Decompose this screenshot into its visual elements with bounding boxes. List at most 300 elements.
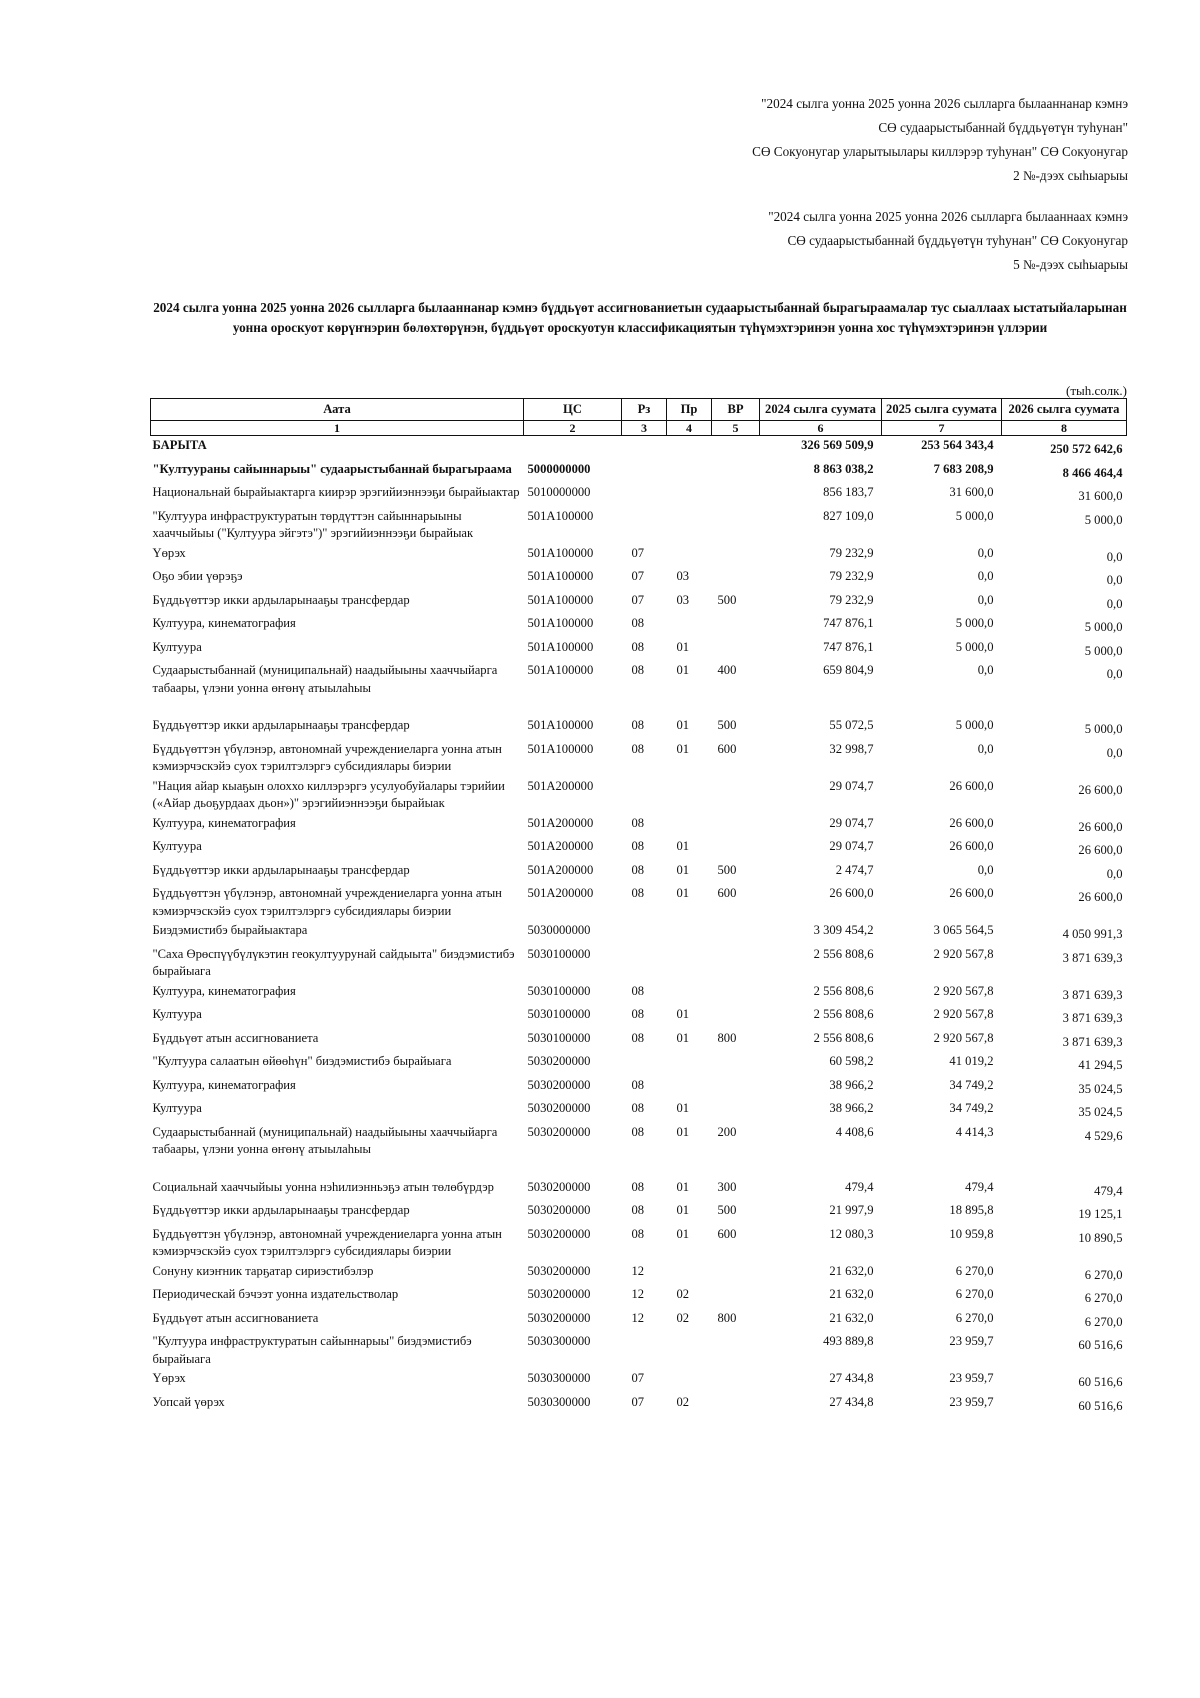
row-amount-2024: 29 074,7 [829,815,874,830]
row-vr-code [712,1332,760,1369]
row-amount-2025: 0,0 [977,741,994,756]
row-amount-2025: 6 270,0 [955,1263,994,1278]
column-number: 6 [760,421,882,436]
row-cs-code: 501A100000 [527,663,594,677]
row-name: Судаарыстыбаннай (муниципальнай) наадыйыыны хааччыйарга табаары, үлэни уонна өҥөнү атыылаһыы [152,663,498,695]
row-amount-2026: 0,0 [1106,667,1123,681]
column-number: 1 [151,421,524,436]
row-pr-code: 01 [676,1030,690,1045]
row-amount-2026: 10 890,5 [1078,1230,1123,1245]
table-row [151,1369,1127,1393]
row-amount-2024: 29 074,7 [829,778,874,793]
row-pr-code [667,614,712,638]
row-amount-2025: 41 019,2 [949,1054,994,1068]
row-name: Бүддьүөттэр икки ардыларынааҕы трансфердар [152,592,410,607]
row-amount-2026: 5 000,0 [1084,620,1123,634]
column-number: 4 [667,421,712,436]
row-vr-code [712,982,760,1006]
table-row [151,740,1127,777]
row-amount-2025: 4 414,3 [955,1124,994,1139]
row-name: Уопсай үөрэх [152,1394,225,1409]
row-name: Бүддьүөттэр икки ардыларынааҕы трансфердар [152,862,410,877]
row-amount-2026: 0,0 [1106,549,1123,564]
column-header-2025: 2025 сылга суумата [882,399,1002,421]
row-pr-code: 03 [676,592,690,607]
row-pr-code [667,921,712,945]
row-amount-2024: 2 556 808,6 [813,1007,874,1021]
row-amount-2024: 21 997,9 [829,1203,874,1217]
row-name: Үөрэх [152,545,186,560]
row-rz-code: 08 [631,1030,645,1045]
column-header-2024: 2024 сылга суумата [760,399,882,421]
row-amount-2024: 2 556 808,6 [813,983,874,998]
row-amount-2024: 32 998,7 [829,741,874,756]
row-pr-code: 01 [676,1124,690,1139]
header-line: "2024 сылга уонна 2025 уонна 2026 сылларга былааннанар кэмнэ [761,96,1128,111]
row-amount-2025: 23 959,7 [949,1394,994,1409]
row-pr-code [667,1076,712,1100]
row-pr-code: 03 [676,569,690,583]
row-vr-code [712,1076,760,1100]
row-amount-2024: 4 408,6 [835,1124,874,1139]
row-amount-2026: 0,0 [1106,573,1123,587]
row-amount-2024: 21 632,0 [829,1287,874,1301]
row-amount-2024: 79 232,9 [829,545,874,560]
row-amount-2025: 6 270,0 [955,1287,994,1301]
row-amount-2024: 79 232,9 [829,569,874,583]
row-cs-code: 501A200000 [527,778,594,793]
row-pr-code [667,436,712,460]
row-pr-code [667,1332,712,1369]
row-pr-code: 01 [676,639,690,654]
row-amount-2025: 23 959,7 [949,1334,994,1348]
table-row [151,1099,1127,1123]
row-vr-code [712,544,760,568]
row-name: Бүддьүөттэн үбүлэнэр, автономнай учреждениеларга уонна атын кэмиэрчэскэйэ суох тэрилтэлэргэ субсидиялары биэрии [152,1226,502,1258]
row-amount-2024: 659 804,9 [823,663,874,677]
row-amount-2024: 12 080,3 [829,1226,874,1241]
row-name: "Саха Өрөспүүбүлүкэтин геокултуурунай сайдыыта" биэдэмистибэ бырайыага [152,946,515,978]
row-rz-code: 12 [631,1263,645,1278]
row-cs-code: 501A100000 [527,508,594,523]
row-rz-code: 08 [631,983,645,998]
row-amount-2026: 5 000,0 [1084,512,1123,527]
row-rz-code: 08 [631,839,645,853]
row-rz-code: 08 [631,815,645,830]
row-vr-code: 800 [717,1310,737,1325]
row-pr-code: 01 [676,839,690,853]
table-row [151,1005,1127,1029]
row-pr-code: 01 [676,1179,690,1194]
row-vr-code [712,837,760,861]
row-cs-code: 501A200000 [527,839,594,853]
row-amount-2024: 27 434,8 [829,1394,874,1409]
table-row [151,1029,1127,1053]
row-vr-code [712,1099,760,1123]
row-cs-code: 501A100000 [527,592,594,607]
row-pr-code: 01 [676,1226,690,1241]
row-cs-code: 5010000000 [527,485,591,499]
row-pr-code [667,982,712,1006]
row-amount-2026: 41 294,5 [1078,1058,1123,1072]
appendix-header-top [752,92,1128,188]
table-row [151,1052,1127,1076]
row-amount-2025: 7 683 208,9 [933,461,994,476]
row-name: "Нация айар кыаҕын олоххо киллэрэргэ усулуобуйалары тэрийии («Айар дьоҕурдаах дьон»)" эрэгийиэннээҕи бырайыак [152,778,505,810]
row-amount-2026: 8 466 464,4 [1062,465,1123,480]
row-vr-code: 500 [717,592,737,607]
row-cs-code: 5030200000 [527,1077,591,1092]
row-amount-2025: 2 920 567,8 [933,1030,994,1045]
row-name: Бүддьүөт атын ассигнованиета [152,1310,319,1325]
row-amount-2024: 79 232,9 [829,592,874,607]
row-amount-2024: 38 966,2 [829,1101,874,1115]
row-amount-2025: 2 920 567,8 [933,946,994,961]
row-rz-code [622,1332,667,1369]
row-rz-code [622,460,667,484]
header-line: СӨ Сокуонугар уларытыылары киллэрэр туһунан" СӨ Сокуонугар [752,144,1128,159]
row-amount-2026: 31 600,0 [1078,489,1123,503]
row-amount-2026: 479,4 [1094,1183,1123,1198]
row-name: Оҕо эбии үөрэҕэ [152,569,243,583]
row-cs-code: 501A100000 [527,639,594,654]
row-vr-code [712,460,760,484]
row-amount-2026: 5 000,0 [1084,722,1123,736]
table-row [151,1225,1127,1262]
row-amount-2024: 27 434,8 [829,1371,874,1385]
row-pr-code [667,1369,712,1393]
budget-table [150,398,1127,1416]
row-vr-code [712,921,760,945]
row-amount-2024: 26 600,0 [829,886,874,900]
row-name: Бүддьүөттэр икки ардыларынааҕы трансфердар [152,718,410,732]
row-rz-code: 08 [631,1124,645,1139]
row-pr-code [667,460,712,484]
table-row [151,982,1127,1006]
row-amount-2024: 2 474,7 [835,862,874,877]
row-name: Култуура [152,639,202,654]
row-pr-code [667,1262,712,1286]
row-rz-code: 08 [631,1101,645,1115]
row-cs-code: 5030300000 [527,1394,591,1409]
table-row [151,945,1127,982]
row-pr-code: 01 [676,1007,690,1021]
row-amount-2024: 856 183,7 [823,485,874,499]
appendix-header-second [768,205,1128,277]
row-vr-code: 400 [717,663,737,677]
row-rz-code [622,483,667,507]
row-rz-code: 08 [631,639,645,654]
row-amount-2026: 26 600,0 [1078,819,1123,834]
row-amount-2025: 2 920 567,8 [933,1007,994,1021]
row-name: Култуура, кинематография [152,1077,296,1092]
row-cs-code: 5030100000 [527,1007,591,1021]
row-amount-2025: 26 600,0 [949,839,994,853]
column-header-pr: Пр [667,399,712,421]
row-pr-code: 02 [676,1394,690,1409]
row-pr-code: 01 [676,862,690,877]
row-name: Үөрэх [152,1371,186,1385]
row-cs-code: 5030100000 [527,1030,591,1045]
row-rz-code [622,945,667,982]
table-row [151,460,1127,484]
row-cs-code: 501A100000 [527,741,594,756]
column-number: 5 [712,421,760,436]
row-amount-2026: 26 600,0 [1078,782,1123,797]
row-rz-code: 08 [631,1203,645,1217]
row-amount-2025: 26 600,0 [949,778,994,793]
row-amount-2024: 21 632,0 [829,1310,874,1325]
column-number: 2 [524,421,622,436]
row-amount-2025: 18 895,8 [949,1203,994,1217]
row-amount-2025: 5 000,0 [955,639,994,654]
row-name: "Култуура салаатын өйөөһүн" биэдэмистибэ бырайыага [152,1054,452,1068]
header-line: СӨ судаарыстыбаннай бүддьүөтүн туһунан" СӨ Сокуонугар [787,233,1128,248]
row-amount-2026: 35 024,5 [1078,1081,1123,1096]
header-line: "2024 сылга уонна 2025 уонна 2026 сылларга былааннаах кэмнэ [768,209,1128,224]
row-amount-2024: 29 074,7 [829,839,874,853]
table-row [151,1076,1127,1100]
column-header-name: Аата [151,399,524,421]
column-header-2026: 2026 сылга суумата [1002,399,1127,421]
table-row [151,507,1127,544]
row-name: Култуура, кинематография [152,815,296,830]
row-rz-code: 07 [631,592,645,607]
row-vr-code [712,1262,760,1286]
table-row [151,1309,1127,1333]
row-vr-code: 600 [717,1226,737,1241]
row-name: "Култуураны сайыннарыы" судаарыстыбаннай бырагыраама [152,461,512,476]
row-name: Бүддьүөттэр икки ардыларынааҕы трансфердар [152,1203,410,1217]
row-name: Периодическай бэчээт уонна издательстволар [152,1287,399,1301]
table-row [151,614,1127,638]
row-cs-code: 5030200000 [527,1310,591,1325]
row-rz-code: 08 [631,1007,645,1021]
table-row [151,1262,1127,1286]
row-amount-2026: 26 600,0 [1078,890,1123,904]
row-vr-code: 600 [717,886,737,900]
row-cs-code: 5000000000 [527,461,591,476]
row-amount-2026: 250 572 642,6 [1050,442,1123,456]
table-row [151,1178,1127,1202]
row-pr-code [667,507,712,544]
header-line: 2 №-дээх сыһыарыы [1013,168,1128,183]
row-name: Национальнай бырайыактарга киирэр эрэгийиэннээҕи бырайыактар [152,485,520,499]
row-amount-2024: 2 556 808,6 [813,1030,874,1045]
row-rz-code: 07 [631,1371,645,1385]
column-number-row [151,421,1127,436]
table-row [151,884,1127,921]
row-vr-code: 600 [717,741,737,756]
row-amount-2026: 3 871 639,3 [1062,1034,1123,1049]
column-header-cs: ЦС [524,399,622,421]
row-pr-code: 01 [676,718,690,732]
row-amount-2025: 2 920 567,8 [933,983,994,998]
row-pr-code [667,814,712,838]
row-rz-code [622,921,667,945]
row-rz-code: 08 [631,663,645,677]
row-name: Култуура, кинематография [152,983,296,998]
row-vr-code: 300 [717,1179,737,1194]
row-amount-2025: 0,0 [977,545,994,560]
table-header-row [151,399,1127,421]
row-amount-2025: 26 600,0 [949,815,994,830]
row-amount-2025: 10 959,8 [949,1226,994,1241]
row-amount-2024: 21 632,0 [829,1263,874,1278]
row-pr-code [667,544,712,568]
column-number: 3 [622,421,667,436]
row-name: "Култуура инфраструктуратын төрдүттэн сайыннарыыны хааччыйыы ("Култуура эйгэтэ")" эрэгийиэннээҕи бырайыак [152,508,474,540]
row-amount-2025: 5 000,0 [955,616,994,630]
row-rz-code [622,436,667,460]
row-name: Култуура [152,1007,202,1021]
row-amount-2026: 6 270,0 [1084,1314,1123,1329]
row-name: Социальнай хааччыйыы уонна нэһилиэнньэҕэ атын төлөбүрдэр [152,1179,494,1194]
row-amount-2026: 0,0 [1106,866,1123,881]
row-cs-code: 5030100000 [527,983,591,998]
row-amount-2026: 60 516,6 [1078,1338,1123,1352]
row-amount-2025: 34 749,2 [949,1101,994,1115]
row-rz-code: 12 [631,1287,645,1301]
row-name: Сонуну киэҥник тарҕатар сириэстибэлэр [152,1263,374,1278]
row-amount-2024: 326 569 509,9 [801,438,874,452]
row-cs-code: 5030200000 [527,1124,591,1139]
row-rz-code: 08 [631,1226,645,1241]
table-row [151,814,1127,838]
row-amount-2025: 0,0 [977,592,994,607]
row-amount-2026: 0,0 [1106,596,1123,611]
row-vr-code [712,638,760,662]
row-pr-code [667,945,712,982]
row-amount-2024: 8 863 038,2 [813,461,874,476]
row-pr-code [667,1052,712,1076]
row-rz-code: 07 [631,569,645,583]
row-vr-code [712,507,760,544]
row-cs-code: 5030300000 [527,1334,591,1348]
header-line: 5 №-дээх сыһыарыы [1013,257,1128,272]
row-rz-code: 08 [631,718,645,732]
row-amount-2024: 3 309 454,2 [813,923,874,937]
table-row [151,1332,1127,1369]
row-rz-code: 08 [631,741,645,756]
row-rz-code [622,777,667,814]
row-amount-2026: 5 000,0 [1084,643,1123,658]
row-vr-code [712,777,760,814]
table-row [151,777,1127,814]
row-amount-2025: 479,4 [965,1179,994,1194]
row-cs-code [524,436,622,460]
row-amount-2026: 19 125,1 [1078,1207,1123,1221]
row-cs-code: 501A200000 [527,886,594,900]
row-pr-code: 02 [676,1310,690,1325]
column-header-rz: Рз [622,399,667,421]
row-cs-code: 5030000000 [527,923,591,937]
row-amount-2026: 60 516,6 [1078,1398,1123,1413]
row-rz-code: 08 [631,886,645,900]
row-name: Биэдэмистибэ бырайыактара [152,923,308,937]
units-label: (тыһ.солк.) [1066,383,1127,398]
row-amount-2024: 747 876,1 [823,639,874,654]
row-vr-code: 500 [717,1203,737,1217]
table-row [151,1201,1127,1225]
row-amount-2026: 26 600,0 [1078,843,1123,857]
row-amount-2026: 4 529,6 [1084,1128,1123,1143]
row-name: Бүддьүөттэн үбүлэнэр, автономнай учреждениеларга уонна атын кэмиэрчэскэйэ суох тэрилтэлэргэ субсидиялары биэрии [152,886,502,918]
row-vr-code [712,483,760,507]
row-cs-code: 5030200000 [527,1287,591,1301]
document-title: 2024 сылга уонна 2025 уонна 2026 сылларга былааннанар кэмнэ бүддьүөт ассигнованиетын судаарыстыбаннай бырагыраамалар тус сыаллаах ыстатыйаларынан уонна ороскуот көрүҥнэрин бөлөхтөрүнэн, бүддьүөт ороскуотун классификациятын түһүмэхтэринэн уонна хос түһүмэхтэринэн үллэрии [153,300,1127,335]
row-amount-2025: 31 600,0 [949,485,994,499]
row-amount-2025: 0,0 [977,663,994,677]
row-cs-code: 5030100000 [527,946,591,961]
row-name: Бүддьүөттэн үбүлэнэр, автономнай учреждениеларга уонна атын кэмиэрчэскэйэ суох тэрилтэлэргэ субсидиялары биэрии [152,741,502,773]
row-pr-code: 01 [676,741,690,756]
row-amount-2026: 0,0 [1106,745,1123,760]
table-row [151,591,1127,615]
row-name: Култуура [152,1101,202,1115]
row-amount-2024: 493 889,8 [823,1334,874,1348]
row-name: "Култуура инфраструктуратын сайыннарыы" биэдэмистибэ бырайыага [152,1334,472,1366]
row-amount-2024: 827 109,0 [823,508,874,523]
table-row [151,483,1127,507]
row-pr-code: 01 [676,663,690,677]
row-amount-2024: 38 966,2 [829,1077,874,1092]
row-amount-2026: 3 871 639,3 [1062,950,1123,965]
table-row [151,861,1127,885]
row-name: Бүддьүөт атын ассигнованиета [152,1030,319,1045]
row-pr-code [667,777,712,814]
row-rz-code: 07 [631,545,645,560]
row-amount-2025: 0,0 [977,862,994,877]
row-amount-2025: 3 065 564,5 [933,923,994,937]
row-rz-code: 12 [631,1310,645,1325]
row-vr-code [712,945,760,982]
row-vr-code: 200 [717,1124,737,1139]
row-vr-code [712,1393,760,1417]
table-row [151,837,1127,861]
row-amount-2024: 747 876,1 [823,616,874,630]
row-amount-2025: 253 564 343,4 [921,438,994,452]
row-vr-code [712,614,760,638]
row-vr-code [712,1285,760,1309]
row-vr-code [712,1369,760,1393]
row-cs-code: 5030200000 [527,1263,591,1278]
table-row [151,1123,1127,1178]
row-vr-code [712,436,760,460]
column-number: 7 [882,421,1002,436]
row-vr-code: 500 [717,862,737,877]
header-line: СӨ судаарыстыбаннай бүддьүөтүн туһунан" [878,120,1128,135]
row-amount-2025: 6 270,0 [955,1310,994,1325]
table-row [151,638,1127,662]
row-amount-2025: 5 000,0 [955,718,994,732]
row-amount-2024: 55 072,5 [829,718,874,732]
row-cs-code: 5030300000 [527,1371,591,1385]
row-cs-code: 5030200000 [527,1203,591,1217]
row-vr-code [712,814,760,838]
row-cs-code: 501A100000 [527,616,594,630]
table-row [151,544,1127,568]
row-vr-code [712,567,760,591]
row-vr-code: 500 [717,718,737,732]
row-amount-2024: 60 598,2 [829,1054,874,1068]
row-pr-code: 01 [676,1203,690,1217]
row-cs-code: 5030200000 [527,1226,591,1241]
row-amount-2026: 35 024,5 [1078,1105,1123,1119]
row-amount-2025: 5 000,0 [955,508,994,523]
table-row [151,921,1127,945]
column-number: 8 [1002,421,1127,436]
